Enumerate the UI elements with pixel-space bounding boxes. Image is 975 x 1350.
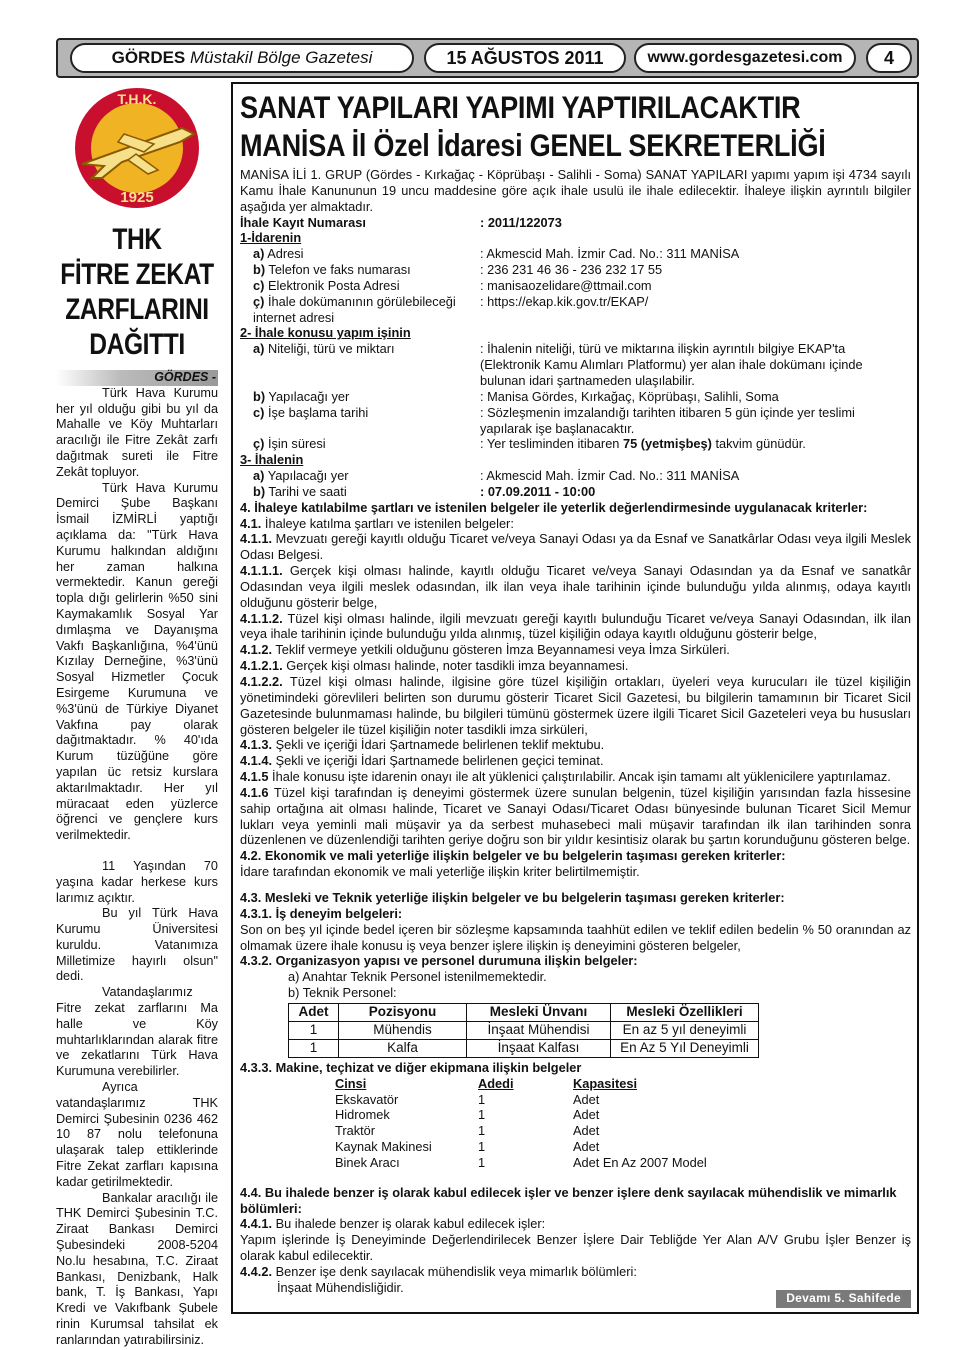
s1-row-d-key: ç) bbox=[253, 293, 265, 309]
s2-row-a-label: Niteliği, türü ve miktarı bbox=[267, 341, 395, 357]
technical-staff-table bbox=[288, 1003, 759, 1058]
s1-row-a-label: Adresi bbox=[267, 246, 304, 262]
clause-4-2-text: İdare tarafından ekonomik ve mali yeterliğe ilişkin kriter belirtilmemiştir. bbox=[240, 864, 640, 880]
s1-row-a-key: a) bbox=[253, 246, 265, 262]
table-header: Pozisyonu bbox=[339, 1003, 467, 1021]
table-cell: Mühendis bbox=[339, 1021, 467, 1039]
s2-row-d-value-end: takvim günüdür. bbox=[711, 436, 806, 452]
clause-4-4-1-text: Yapım işlerinde İş Deneyiminde Değerlendirilecek Benzer İşlere Dair Tebliğde Yer Alan A/V Grubu İşler Benzer iş olarak kabul edilecektir. bbox=[240, 1232, 911, 1264]
equipment-header: Adedi bbox=[478, 1075, 514, 1091]
list-item: Binek Aracı 1 Adet En Az 2007 Model bbox=[335, 1154, 707, 1170]
s3-row-b-key: b) bbox=[253, 483, 266, 499]
tender-notice bbox=[231, 82, 919, 1314]
table-header: Mesleki Özellikleri bbox=[611, 1003, 759, 1021]
s1-row-b-key: b) bbox=[253, 262, 266, 278]
clause-4-1-1-2: 4.1.1.2. Tüzel kişi olması halinde, ilgili mevzuatı gereği kayıtlı bulunduğu Ticaret ve/veya Sanayi Odasından, ilk ilan veya ihale tarihinin içinde bulunduğu yılda alınmış, tüzel kişiliğin odaya kayıtlı olduğunu gösterir belge, bbox=[240, 610, 911, 642]
left-headline bbox=[56, 222, 218, 362]
clause-4-1-1-1: 4.1.1.1. Gerçek kişi olması halinde, kayıtlı olduğu Ticaret ve/veya Sanayi Odasından ya da Esnaf ve sanatkâr Odasından veya ilgili meslek odasından, ilk ilan veya ihale tarihinin içinde bulunduğu yılda alınmış, odaya kayıtlı olduğunu gösterir belge, bbox=[240, 563, 912, 610]
date-pill bbox=[424, 43, 626, 73]
clause-4-3-1-text: Son on beş yıl içinde bedel içeren bir sözleşme kapsamında taahhüt edilen ve teklif edilen bedelin % 50 oranından az olmamak üzere ihale konusu iş veya benzer işlere ilişkin iş deneyimini gösteren belgeler, bbox=[240, 921, 911, 953]
list-item: Ekskavatör 1 Adet bbox=[335, 1091, 600, 1107]
left-paragraph-7: Bankalar aracılığı ile THK Demirci Şubesinin T.C. Ziraat Bankası Demirci Şubesindeki 2008-5204 No.lu hesabına, T.C. Ziraat Bankası, Denizbank, Halk bank, T. İş Bankası, Yapı Kredi ve Vakıfbank Şubele rinin Kurumsal tahsilat ek ranlarından yatırabilirsiniz. bbox=[56, 1190, 218, 1347]
table-cell: Kalfa bbox=[339, 1039, 467, 1057]
table-header: Mesleki Ünvanı bbox=[467, 1003, 611, 1021]
table-row bbox=[289, 1021, 759, 1039]
page-number-pill bbox=[866, 43, 912, 73]
table-cell: İnşaat Kalfası bbox=[467, 1039, 611, 1057]
s1-row-d bbox=[240, 294, 911, 326]
s2-row-d-value: : Yer tesliminden itibaren bbox=[480, 436, 623, 452]
s2-row-c-label: İşe başlama tarihi bbox=[267, 404, 369, 420]
s1-row-b-value: : 236 231 46 36 - 236 232 17 55 bbox=[480, 262, 663, 278]
paper-name: GÖRDES bbox=[111, 48, 186, 67]
headline-line-4: DAĞITTI bbox=[89, 328, 185, 361]
clause-4-4-heading: 4.4. Bu ihalede benzer iş olarak kabul edilecek işler ve benzer işlere denk sayılacak mühendislik ve mimarlık bölümleri: bbox=[240, 1184, 897, 1216]
tender-registration-label: İhale Kayıt Numarası bbox=[240, 214, 366, 230]
equipment-header-row bbox=[335, 1076, 911, 1092]
notice-title-2: MANİSA İl Özel İdaresi GENEL SEKRETERLİĞİ bbox=[240, 127, 826, 163]
s2-row-d-duration: 75 (yetmişbeş) bbox=[622, 436, 712, 452]
s2-row-d bbox=[240, 436, 911, 452]
list-item: Traktör 1 Adet bbox=[335, 1123, 600, 1139]
table-header-row bbox=[289, 1003, 759, 1021]
continued-badge: Devamı 5. Sahifede bbox=[776, 1290, 911, 1308]
s2-row-a-key: a) bbox=[253, 341, 265, 357]
s1-row-c-value: : manisaozelidare@ttmail.com bbox=[480, 277, 652, 293]
left-paragraph-1: Türk Hava Kurumu her yıl olduğu gibi bu yıl da Mahalle ve Köy Muhtarları aracılığı ile Fitre Zekât zarfı dağıtmak sureti ile Fitre Zekât topluyor. bbox=[56, 385, 218, 479]
byline: GÖRDES - bbox=[56, 370, 218, 386]
clause-4-1-2-2: 4.1.2.2. Tüzel kişi olması halinde, ilgisine göre tüzel kişiliğin ortakları, üyeleri veya kurucuları ile tüzel kişiliğin yönetimindeki görevlileri belirten son durumu gösterir Ticaret Sicil Gazetesi, bu bilgilerin tamamının bir Ticaret Sicil Gazetesinde bulunmaması halinde, bu bilgileri tümünü göstermek üzere ilgili Ticaret Sicil Gazeteleri veya bu hususları gösteren belgeler ile tüzel kişiliğin noter tasdikli imza sirküleri, bbox=[240, 674, 911, 737]
thk-logo-icon bbox=[62, 82, 212, 214]
clause-4-3-2-a: a) Anahtar Teknik Personel istenilmemektedir. bbox=[288, 969, 547, 985]
s2-row-b bbox=[240, 389, 911, 405]
section-3-heading: 3- İhalenin bbox=[240, 452, 304, 468]
table-header: Adet bbox=[289, 1003, 339, 1021]
left-paragraph-4: Bu yıl Türk Hava Kurumu Üniversitesi kuruldu. Vatanımıza Milletimize hayırlı olsun" dedi. bbox=[56, 906, 218, 984]
s2-row-c bbox=[240, 405, 911, 437]
clause-4-1-1: 4.1.1. Mevzuatı gereği kayıtlı olduğu Ticaret ve/veya Sanayi Odası ya da Esnaf ve Sanatkârlar Odası veya ilgili Meslek Odası Belgesi. bbox=[240, 531, 911, 563]
s2-row-d-key: ç) bbox=[253, 436, 265, 452]
clause-4-3-1-heading: 4.3.1. İş deneyim belgeleri: bbox=[240, 905, 403, 921]
s1-row-c bbox=[240, 278, 911, 294]
left-paragraph-3: 11 Yaşından 70 yaşına kadar herkese kurs larımız açıktır. bbox=[56, 858, 218, 905]
table-cell: En az 5 yıl deneyimli bbox=[611, 1021, 759, 1039]
clause-4-4-2-text: İnşaat Mühendisliğidir. bbox=[277, 1279, 404, 1295]
s1-row-d-value[interactable]: : https://ekap.kik.gov.tr/EKAP/ bbox=[480, 293, 649, 309]
list-item: Kaynak Makinesi 1 Adet bbox=[335, 1139, 600, 1155]
s1-row-b-label: Telefon ve faks numarası bbox=[268, 262, 411, 278]
s2-row-a bbox=[240, 341, 911, 389]
clause-4-3-2-b: b) Teknik Personel: bbox=[288, 985, 397, 1001]
s2-row-b-value: : Manisa Gördes, Kırkağaç, Köprübaşı, Salihli, Soma bbox=[480, 388, 779, 404]
left-article bbox=[56, 82, 218, 1347]
left-paragraph-6: Ayrıca vatandaşlarımız THK Demirci Şubesinin 0236 462 10 87 nolu telefonuna ulaşarak talep ettiklerinde Fitre Zekat zarfları kapısına kadar getirilmektedir. bbox=[56, 1080, 218, 1189]
clause-4-1-3: 4.1.3. Şekli ve içeriği İdari Şartnamede belirlenen teklif mektubu. bbox=[240, 737, 605, 753]
headline-line-3: ZARFLARINI bbox=[65, 293, 209, 326]
clause-4-3-3-heading: 4.3.3. Makine, teçhizat ve diğer ekipmana ilişkin belgeler bbox=[240, 1059, 582, 1075]
s2-row-a-value: : İhalenin niteliği, türü ve miktarına ilişkin ayrıntılı bilgiye EKAP'ta (Elektronik Kamu Alımları Platformu) yer alan ihale dokümanı içinde bulunan idari şartnameden ulaşılabilir. bbox=[480, 341, 863, 388]
clause-4-1-4: 4.1.4. Şekli ve içeriği İdari Şartnamede belirlenen geçici teminat. bbox=[240, 753, 604, 769]
table-cell: En Az 5 Yıl Deneyimli bbox=[611, 1039, 759, 1057]
s2-row-d-label: İşin süresi bbox=[267, 436, 326, 452]
s3-row-b bbox=[240, 484, 911, 500]
table-row bbox=[289, 1039, 759, 1057]
s3-row-a-label: Yapılacağı yer bbox=[267, 468, 349, 484]
paper-name-pill bbox=[70, 43, 414, 73]
clause-4-3-heading: 4.3. Mesleki ve Teknik yeterliğe ilişkin belgeler ve bu belgelerin taşıması gereken kriterler: bbox=[240, 889, 785, 905]
table-cell: 1 bbox=[289, 1021, 339, 1039]
issue-date: 15 AĞUSTOS 2011 bbox=[446, 47, 604, 68]
table-cell: 1 bbox=[289, 1039, 339, 1057]
s1-row-b bbox=[240, 262, 911, 278]
logo-top-text: T.H.K. bbox=[117, 91, 157, 107]
tender-registration-row bbox=[240, 215, 911, 231]
clause-4-3-2-heading: 4.3.2. Organizasyon yapısı ve personel durumuna ilişkin belgeler: bbox=[240, 953, 638, 969]
notice-title-1: SANAT YAPILARI YAPIMI YAPTIRILACAKTIR bbox=[240, 89, 801, 125]
website-link[interactable]: www.gordesgazetesi.com bbox=[647, 49, 843, 66]
list-item: Hidromek 1 Adet bbox=[335, 1107, 600, 1123]
section-2-heading: 2- İhale konusu yapım işinin bbox=[240, 325, 411, 341]
s3-row-a-key: a) bbox=[253, 468, 265, 484]
clause-4-1: 4.1. İhaleye katılma şartları ve istenilen belgeler: bbox=[240, 515, 514, 531]
headline-line-2: FİTRE ZEKAT bbox=[60, 258, 214, 291]
website-pill bbox=[634, 43, 856, 73]
equipment-list bbox=[240, 1076, 911, 1171]
tender-registration-value: : 2011/122073 bbox=[480, 214, 562, 230]
logo-year-text: 1925 bbox=[120, 189, 154, 206]
s2-row-c-key: c) bbox=[253, 404, 265, 420]
clause-4-2-heading: 4.2. Ekonomik ve mali yeterliğe ilişkin belgeler ve bu belgelerin taşıması gereken kriterler: bbox=[240, 848, 786, 864]
s3-row-a-value: : Akmescid Mah. İzmir Cad. No.: 311 MANİSA bbox=[480, 468, 740, 484]
s3-row-b-value: : 07.09.2011 - 10:00 bbox=[480, 483, 596, 499]
equipment-header: Cinsi bbox=[335, 1075, 367, 1091]
clause-4-4-2: 4.4.2. Benzer işe denk sayılacak mühendislik veya mimarlık bölümleri: bbox=[240, 1264, 637, 1279]
s1-row-c-key: c) bbox=[253, 277, 265, 293]
clause-4-1-5: 4.1.5 İhale konusu işte idarenin onayı ile alt yüklenici çalıştırılabilir. Ancak işin tamamı alt yüklenicilere yaptırılamaz. bbox=[240, 769, 891, 785]
clause-4-4-1: 4.4.1. Bu ihalede benzer iş olarak kabul edilecek işler: bbox=[240, 1216, 546, 1232]
s1-row-a bbox=[240, 246, 911, 262]
clause-4-1-2-1: 4.1.2.1. Gerçek kişi olması halinde, noter tasdikli imza beyannamesi. bbox=[240, 658, 629, 674]
headline-line-1: THK bbox=[112, 223, 162, 256]
paper-subtitle: Müstakil Bölge Gazetesi bbox=[190, 48, 373, 67]
s2-row-b-label: Yapılacağı yer bbox=[268, 388, 350, 404]
clause-4-1-2: 4.1.2. Teklif vermeye yetkili olduğunu gösteren İmza Beyannamesi veya İmza Sirküleri. bbox=[240, 642, 730, 658]
equipment-header: Kapasitesi bbox=[573, 1075, 638, 1091]
table-cell: İnşaat Mühendisi bbox=[467, 1021, 611, 1039]
masthead bbox=[56, 38, 919, 78]
left-paragraph-2: Türk Hava Kurumu Demirci Şube Başkanı İsmail İZMİRLİ yaptığı açıklama da: "Türk Hava Kurumu halkından aldığını her zaman halkına vermektedir. Kanun gereği topla dığı gelirlerin %50 sini Kaymakamlık Sosyal Yar dımlaşma ve Dayanışma Vakfı Başkanlığına, %4'ünü Kızılay Derneğine, %3'ünü Sosyal Hizmetler Çocuk Esirgeme Kurumuna ve %3'ünü de Türkiye Diyanet Vakfına pay olarak dağıtmaktadır. % 40'ıda Kurum tüzüğüne göre yapılan üc retsiz kurslara aktarılmaktadır. Her yıl müracaat eden yüzlerce öğrenci ve gençlere kurs verilmektedir. bbox=[56, 480, 218, 843]
s1-row-d-label: İhale dokümanının görülebileceği internet adresi bbox=[253, 293, 456, 325]
thk-logo bbox=[62, 82, 212, 214]
page-number: 4 bbox=[883, 47, 894, 68]
s1-row-a-value: : Akmescid Mah. İzmir Cad. No.: 311 MANİSA bbox=[480, 246, 740, 262]
left-paragraph-5: Vatandaşlarımız Fitre zekat zarflarını Ma halle ve Köy muhtarlıklarından alarak fitre ve zekatlarını Türk Hava Kurumuna verebilirler. bbox=[56, 985, 218, 1079]
s2-row-c-value: : Sözleşmenin imzalandığı tarihten itibaren 5 gün içinde yer teslimi yapılarak işe başlanacaktır. bbox=[480, 404, 855, 436]
clause-4-1-6: 4.1.6 Tüzel kişi tarafından iş deneyimi göstermek üzere sunulan belgenin, tüzel kişiliğin yarısından fazla hissesine sahip ortağına ait olması halinde, Ticaret ve Sanayi Odası/Ticaret Odası bünyesinde bulunan Ticaret Sicil Memur lukları veya yeminli mali müşavir ya da serbest muhasebeci mali müşavir tarafından ilk ilan tarihinden sonra düzenlenen ve düzenlendiği tarihten geriye doğru son bir yıldır kesintisiz olarak bu şartın korunduğunu gösteren belge. bbox=[240, 784, 912, 848]
section-4-heading: 4. İhaleye katılabilme şartları ve istenilen belgeler ile yeterlik değerlendirmesinde uygulanacak kriterler: bbox=[240, 499, 868, 515]
s2-row-b-key: b) bbox=[253, 388, 266, 404]
notice-intro: MANİSA İLİ 1. GRUP (Gördes - Kırkağaç - Köprübaşı - Salihli - Soma) SANAT YAPILARI yapımı yapım işi 4734 sayılı Kamu İhale Kanununun 19 uncu maddesine göre açık ihale usulü ile ihale edilecektir. İhaleye ilişkin ayrıntılı bilgiler aşağıda yer almaktadır. bbox=[240, 167, 911, 214]
s3-row-a bbox=[240, 468, 911, 484]
s3-row-b-label: Tarihi ve saati bbox=[268, 483, 347, 499]
s1-row-c-label: Elektronik Posta Adresi bbox=[267, 277, 400, 293]
section-1-heading: 1-İdarenin bbox=[240, 230, 302, 246]
